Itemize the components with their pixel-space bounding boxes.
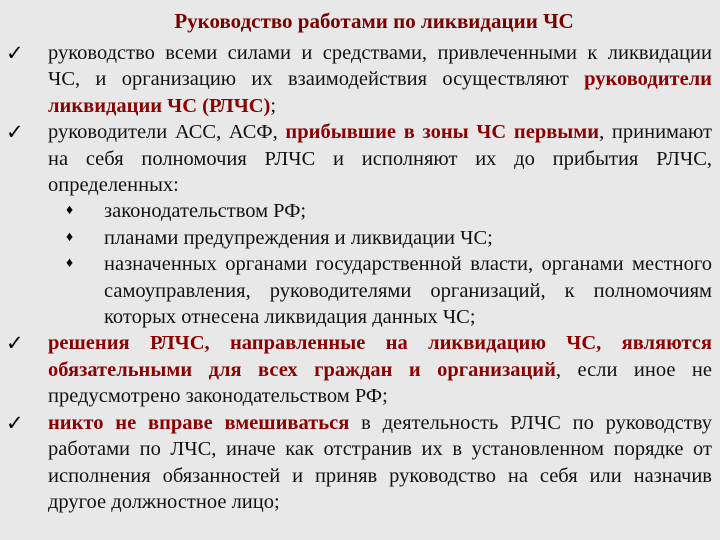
item-text: руководство всеми силами и средствами, привлеченными к ликвидации ЧС, и организацию их взаимодействия осуществляют xyxy=(48,42,712,91)
sub-item-text: назначенных органами государственной власти, органами местного самоуправления, руководителями организаций, к полномочиям которых отнесена ликвидация данных ЧС; xyxy=(104,253,712,329)
item-text: , если иное не предусмотрено законодательством РФ; xyxy=(48,358,712,408)
diamond-icon: ♦ xyxy=(66,256,74,272)
sub-list-item xyxy=(48,251,712,330)
page-title: Руководство работами по ликвидации ЧС xyxy=(174,9,574,33)
item-text: ; xyxy=(270,94,277,117)
item-text: руководители АСС, АСФ, xyxy=(48,121,286,144)
sub-list-item xyxy=(48,225,712,251)
item-emphasis: никто не вправе вмешиваться xyxy=(48,411,350,434)
item-text: , принимают на себя полномочия РЛЧС и исполняют их до прибытия РЛЧС, определенных: xyxy=(48,121,712,197)
check-icon: ✓ xyxy=(6,120,24,145)
sub-item-text: законодательством РФ; xyxy=(104,200,307,223)
list-item xyxy=(6,119,712,330)
item-emphasis: решения РЛЧС, направленные на ликвидацию ЧС, являются обязательными для всех граждан и организаций xyxy=(48,332,712,381)
item-emphasis: прибывшие в зоны ЧС первыми xyxy=(285,121,600,144)
diamond-icon: ♦ xyxy=(66,229,74,245)
check-icon: ✓ xyxy=(6,41,24,65)
sub-list-item xyxy=(48,198,712,224)
list-item xyxy=(6,330,712,409)
diamond-icon: ♦ xyxy=(66,203,74,219)
check-icon: ✓ xyxy=(6,410,24,435)
sub-item-text: планами предупреждения и ликвидации ЧС; xyxy=(104,226,493,249)
sub-list xyxy=(48,198,712,330)
check-icon: ✓ xyxy=(6,331,24,356)
list-item xyxy=(6,40,712,119)
item-text: в деятельность РЛЧС по руководству работами по ЛЧС, иначе как отстранив их в установленном порядке от исполнения обязанностей и приняв руководство на себя или назначив другое должностное лицо; xyxy=(48,411,712,513)
item-emphasis: руководители ликвидации ЧС (РЛЧС) xyxy=(48,68,712,117)
list-item xyxy=(6,410,712,516)
bullet-list xyxy=(6,40,712,515)
